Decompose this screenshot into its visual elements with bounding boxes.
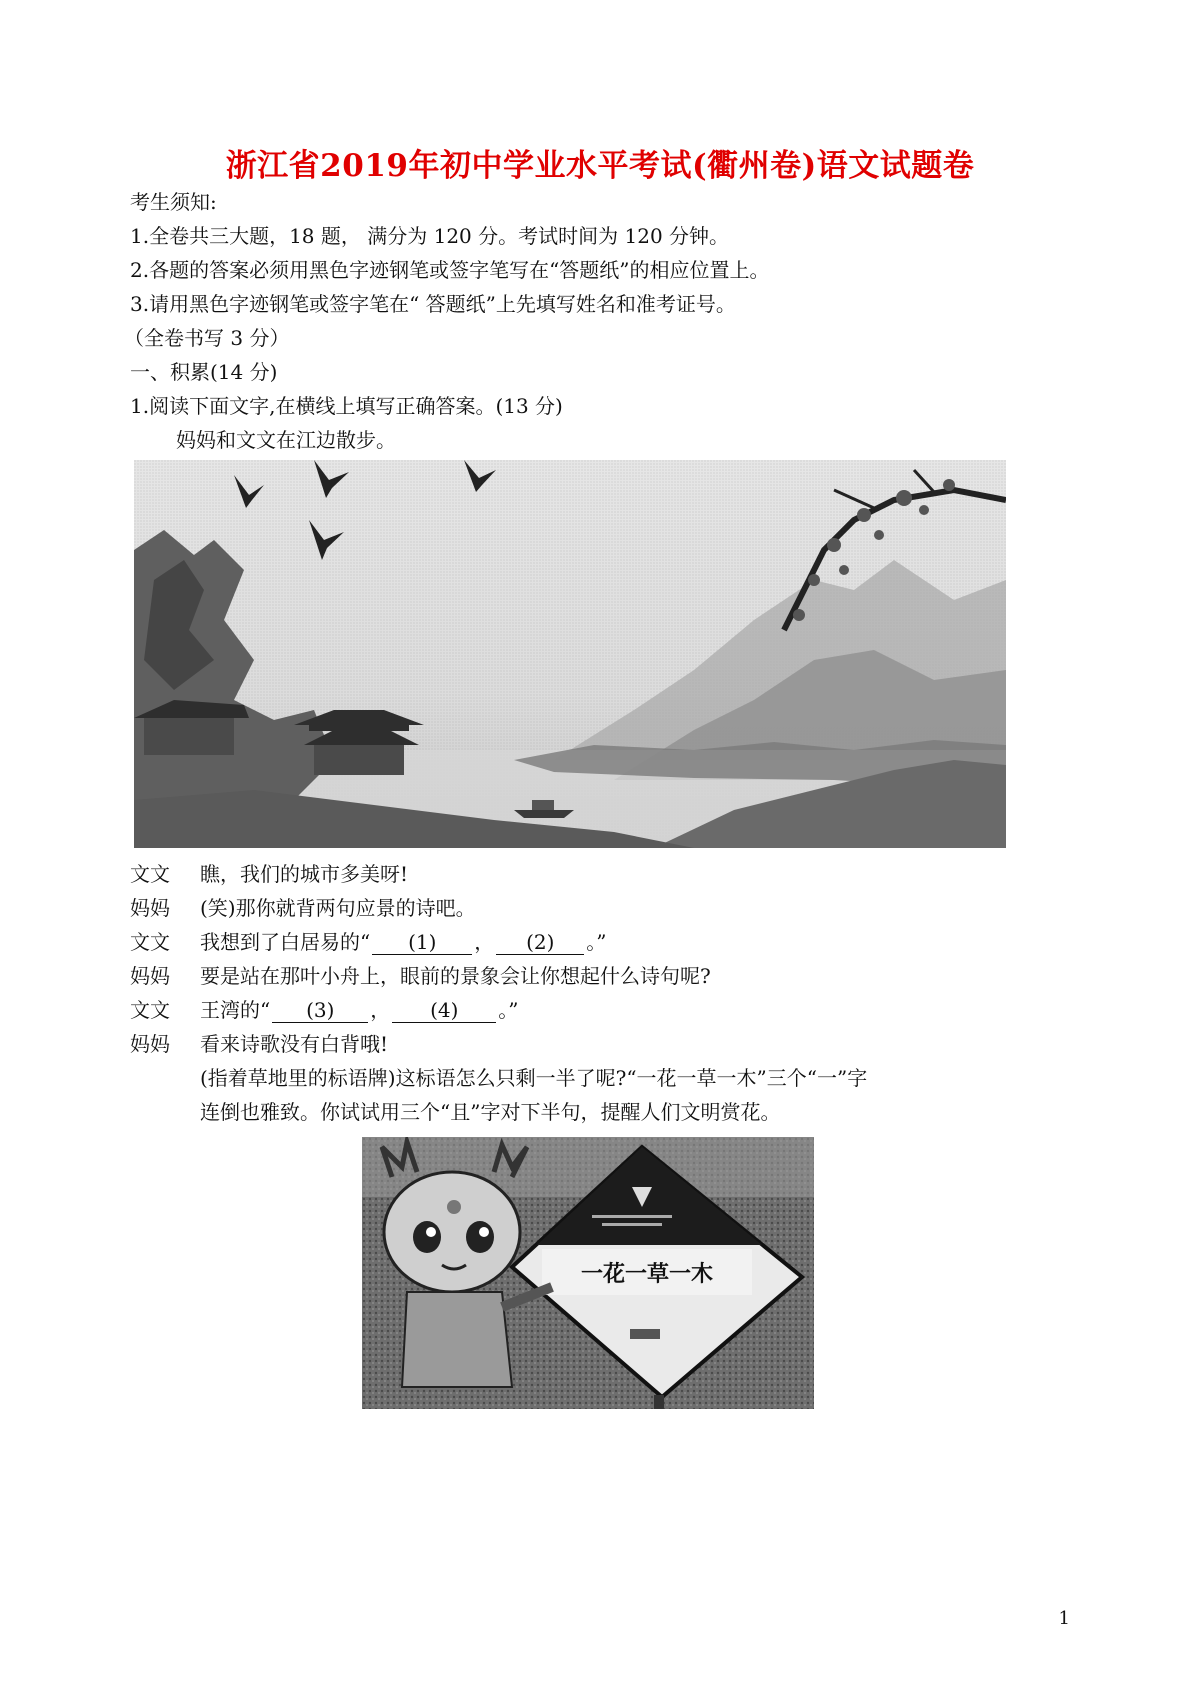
question-intro: 妈妈和文文在江边散步。: [176, 428, 396, 452]
dialogue-text: 要是站在那叶小舟上，眼前的景象会让你想起什么诗句呢?: [200, 964, 711, 988]
dialogue-text: 瞧，我们的城市多美呀!: [200, 862, 409, 886]
dialogue-line: [130, 928, 606, 956]
exam-title: 浙江省2019年初中学业水平考试(衢州卷)语文试题卷: [225, 148, 975, 184]
dialogue-text: (笑)那你就背两句应景的诗吧。: [200, 896, 476, 920]
answer-blank-4[interactable]: (4): [392, 998, 496, 1023]
comma: ，: [370, 998, 391, 1022]
paragraph-line: 连倒也雅致。你试试用三个“且”字对下半句，提醒人们文明赏花。: [200, 1100, 781, 1124]
sign-text: 一花一草一木: [580, 1262, 714, 1287]
dialogue-line: [130, 894, 476, 922]
answer-blank-1[interactable]: (1): [372, 930, 472, 955]
signboard-photo: [362, 1137, 814, 1409]
dialogue-line: [130, 996, 518, 1024]
speaker: 妈妈: [130, 1032, 170, 1056]
speaker: 文文: [130, 998, 170, 1022]
speaker: 妈妈: [130, 896, 170, 920]
page-number: 1: [1058, 1608, 1070, 1629]
speaker: 妈妈: [130, 964, 170, 988]
notice-item: 1.全卷共三大题，18 题， 满分为 120 分。考试时间为 120 分钟。: [130, 224, 730, 248]
quote-close: 。”: [498, 998, 519, 1022]
section-heading: 一、积累(14 分): [130, 360, 278, 384]
question-1: 1.阅读下面文字,在横线上填写正确答案。(13 分): [130, 394, 563, 418]
notice-item: 3.请用黑色字迹钢笔或签字笔在“ 答题纸”上先填写姓名和准考证号。: [130, 292, 736, 316]
landscape-painting-image: [134, 460, 1006, 848]
comma: ，: [474, 930, 495, 954]
dialogue-line: [130, 860, 408, 888]
dialogue-text: 我想到了白居易的“: [200, 930, 371, 954]
answer-blank-2[interactable]: (2): [496, 930, 584, 955]
quote-close: 。”: [586, 930, 607, 954]
dialogue-text: 王湾的“: [200, 998, 271, 1022]
paragraph-line: (指着草地里的标语牌)这标语怎么只剩一半了呢?“一花一草一木”三个“一”字: [200, 1066, 868, 1090]
dialogue-text: 看来诗歌没有白背哦!: [200, 1032, 389, 1056]
handwriting-note: （全卷书写 3 分）: [124, 326, 290, 350]
answer-blank-3[interactable]: (3): [272, 998, 368, 1023]
speaker: 文文: [130, 862, 170, 886]
speaker: 文文: [130, 930, 170, 954]
notice-heading: 考生须知:: [130, 190, 217, 214]
notice-item: 2.各题的答案必须用黑色字迹钢笔或签字笔写在“答题纸”的相应位置上。: [130, 258, 770, 282]
dialogue-line: [130, 1030, 388, 1058]
dialogue-line: [130, 962, 711, 990]
